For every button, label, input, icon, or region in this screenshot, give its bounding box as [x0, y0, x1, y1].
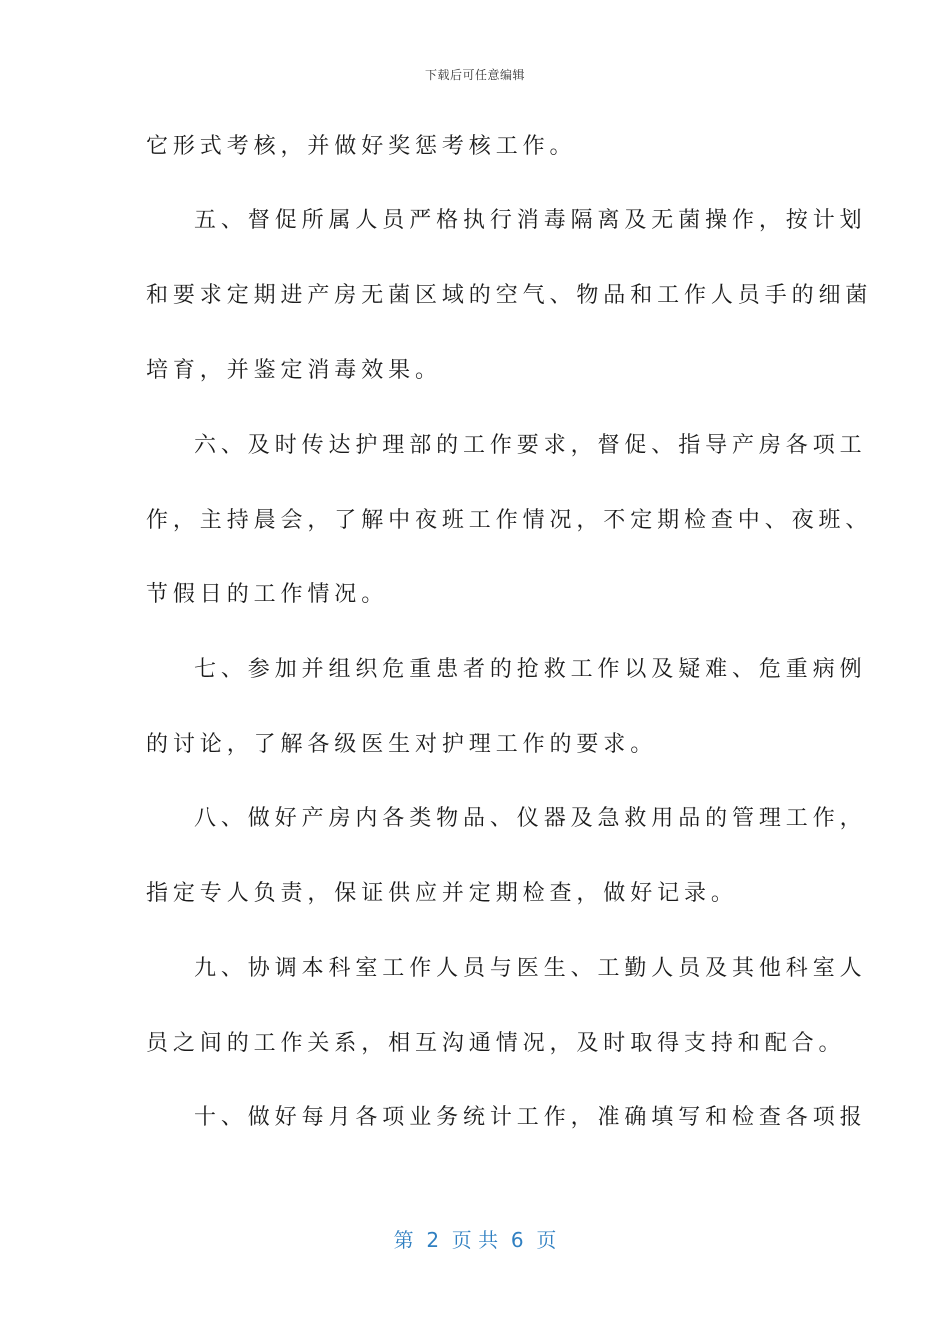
text-line: 作，主持晨会，了解中夜班工作情况，不定期检查中、夜班、: [146, 508, 873, 533]
text-line: 六、及时传达护理部的工作要求，督促、指导产房各项工: [194, 433, 867, 458]
text-line: 十、做好每月各项业务统计工作，准确填写和检查各项报: [194, 1105, 867, 1130]
text-line: 它形式考核，并做好奖惩考核工作。: [146, 134, 577, 159]
text-line: 指定专人负责，保证供应并定期检查，做好记录。: [146, 881, 738, 906]
text-line: 五、督促所属人员严格执行消毒隔离及无菌操作，按计划: [194, 208, 867, 233]
text-line: 和要求定期进产房无菌区域的空气、物品和工作人员手的细菌: [146, 283, 873, 308]
text-line: 的讨论，了解各级医生对护理工作的要求。: [146, 732, 658, 757]
text-line: 节假日的工作情况。: [146, 582, 389, 607]
text-line: 八、做好产房内各类物品、仪器及急救用品的管理工作，: [194, 806, 867, 831]
header-note: 下载后可任意编辑: [424, 68, 525, 82]
text-line: 九、协调本科室工作人员与医生、工勤人员及其他科室人: [194, 956, 867, 981]
page-number: 第 2 页 共 6 页: [393, 1228, 557, 1252]
text-line: 员之间的工作关系，相互沟通情况，及时取得支持和配合。: [146, 1031, 846, 1056]
text-line: 七、参加并组织危重患者的抢救工作以及疑难、危重病例: [194, 657, 867, 682]
text-line: 培育，并鉴定消毒效果。: [146, 358, 442, 383]
